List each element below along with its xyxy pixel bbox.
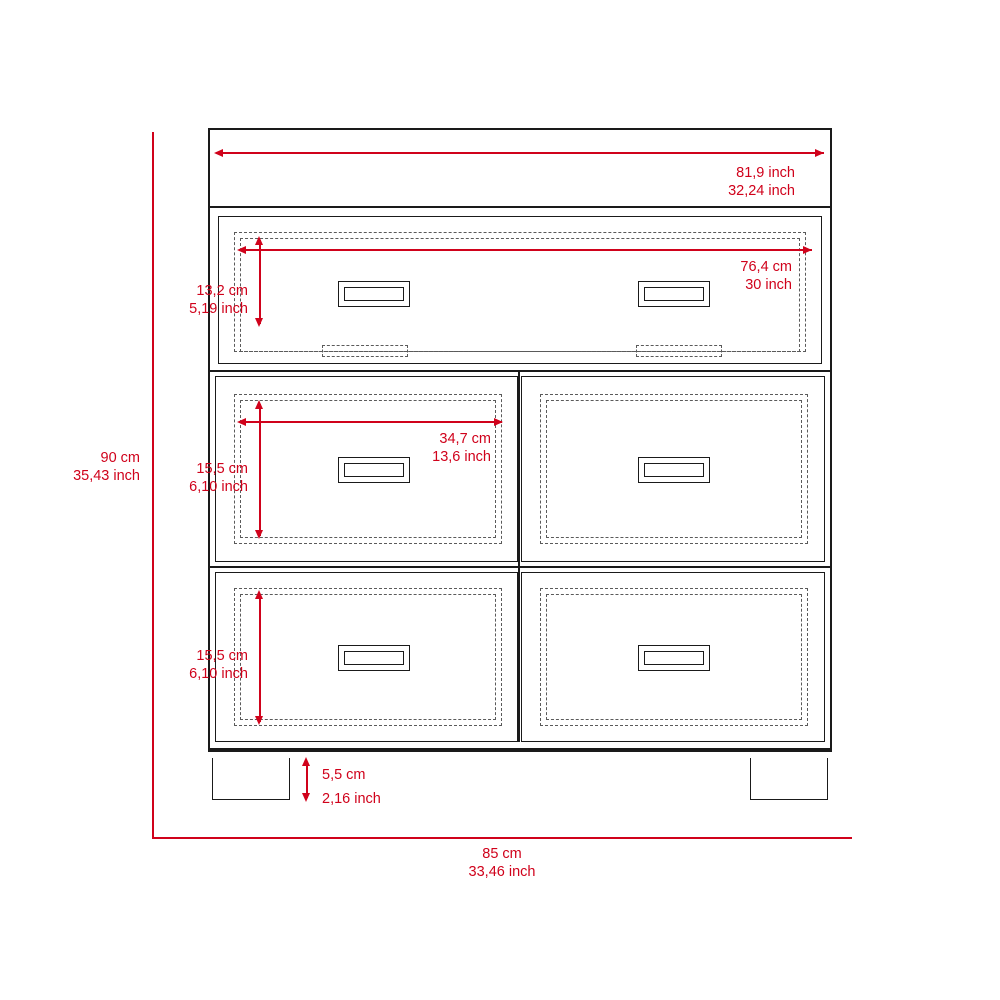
- mid-drawer-height-arrow-down: [255, 530, 263, 539]
- handle-low-right: [638, 645, 710, 671]
- handle-low-left: [338, 645, 410, 671]
- mid-drawer-width-arrow-right: [494, 418, 503, 426]
- low-drawer-height-arrow-down: [255, 716, 263, 725]
- handle-upper-left-inner: [344, 287, 404, 301]
- upper-drawer-width-dim-line: [240, 249, 812, 251]
- mid-drawer-height-dim-line: [259, 404, 261, 536]
- handle-mid-right-inner: [644, 463, 704, 477]
- upper-drawer-width-arrow-left: [237, 246, 246, 254]
- mid-drawer-height-label-metric: 15,5 cm: [196, 461, 248, 477]
- low-drawer-height-arrow-up: [255, 590, 263, 599]
- total-width-label-metric: 85 cm: [482, 846, 522, 862]
- mid-drawer-height-arrow-up: [255, 400, 263, 409]
- low-drawer-height-dim-line: [259, 594, 261, 722]
- upper-drawer-height-arrow-up: [255, 236, 263, 245]
- leg-right: [750, 758, 828, 800]
- handle-mid-right: [638, 457, 710, 483]
- top-width-arrow-left: [214, 149, 223, 157]
- leg-left: [212, 758, 290, 800]
- leg-height-arrow-down: [302, 793, 310, 802]
- upper-drawer-width-label-metric: 76,4 cm: [740, 259, 792, 275]
- handle-upper-left: [338, 281, 410, 307]
- leg-height-arrow-up: [302, 757, 310, 766]
- total-width-dim-line: [152, 837, 852, 839]
- top-width-label-metric: 81,9 inch: [736, 165, 795, 181]
- upper-drawer-tab-left: [322, 345, 408, 357]
- leg-height-label-imperial: 2,16 inch: [322, 791, 381, 807]
- center-seam: [518, 372, 520, 742]
- top-width-label-imperial: 32,24 inch: [728, 183, 795, 199]
- mid-drawer-width-arrow-left: [237, 418, 246, 426]
- mid-drawer-width-dim-line: [240, 421, 502, 423]
- low-drawer-height-label-metric: 15,5 cm: [196, 648, 248, 664]
- total-height-label-metric: 90 cm: [100, 450, 140, 466]
- upper-drawer-tab-right: [636, 345, 722, 357]
- total-width-label-imperial: 33,46 inch: [468, 864, 536, 880]
- upper-drawer-height-label-metric: 13,2 cm: [196, 283, 248, 299]
- drawer-row-separator-2: [208, 566, 832, 568]
- upper-drawer-height-dim-line: [259, 240, 261, 324]
- base-rail: [208, 748, 832, 752]
- upper-drawer-inner-outline-2: [240, 238, 800, 352]
- handle-low-right-inner: [644, 651, 704, 665]
- handle-low-left-inner: [344, 651, 404, 665]
- drawer-row-separator-1: [208, 370, 832, 372]
- low-drawer-height-label-imperial: 6,10 inch: [189, 666, 248, 682]
- top-panel-divider: [208, 206, 832, 208]
- mid-drawer-width-label-metric: 34,7 cm: [439, 431, 491, 447]
- mid-drawer-width-label-imperial: 13,6 inch: [432, 449, 491, 465]
- upper-drawer-height-label-imperial: 5,19 inch: [189, 301, 248, 317]
- mid-drawer-height-label-imperial: 6,10 inch: [189, 479, 248, 495]
- leg-height-label-metric: 5,5 cm: [322, 767, 366, 783]
- total-height-label-imperial: 35,43 inch: [73, 468, 140, 484]
- upper-drawer-height-arrow-down: [255, 318, 263, 327]
- upper-drawer-width-arrow-right: [803, 246, 812, 254]
- upper-drawer-width-label-imperial: 30 inch: [745, 277, 792, 293]
- top-width-dim-line: [216, 152, 824, 154]
- top-width-arrow-right: [815, 149, 824, 157]
